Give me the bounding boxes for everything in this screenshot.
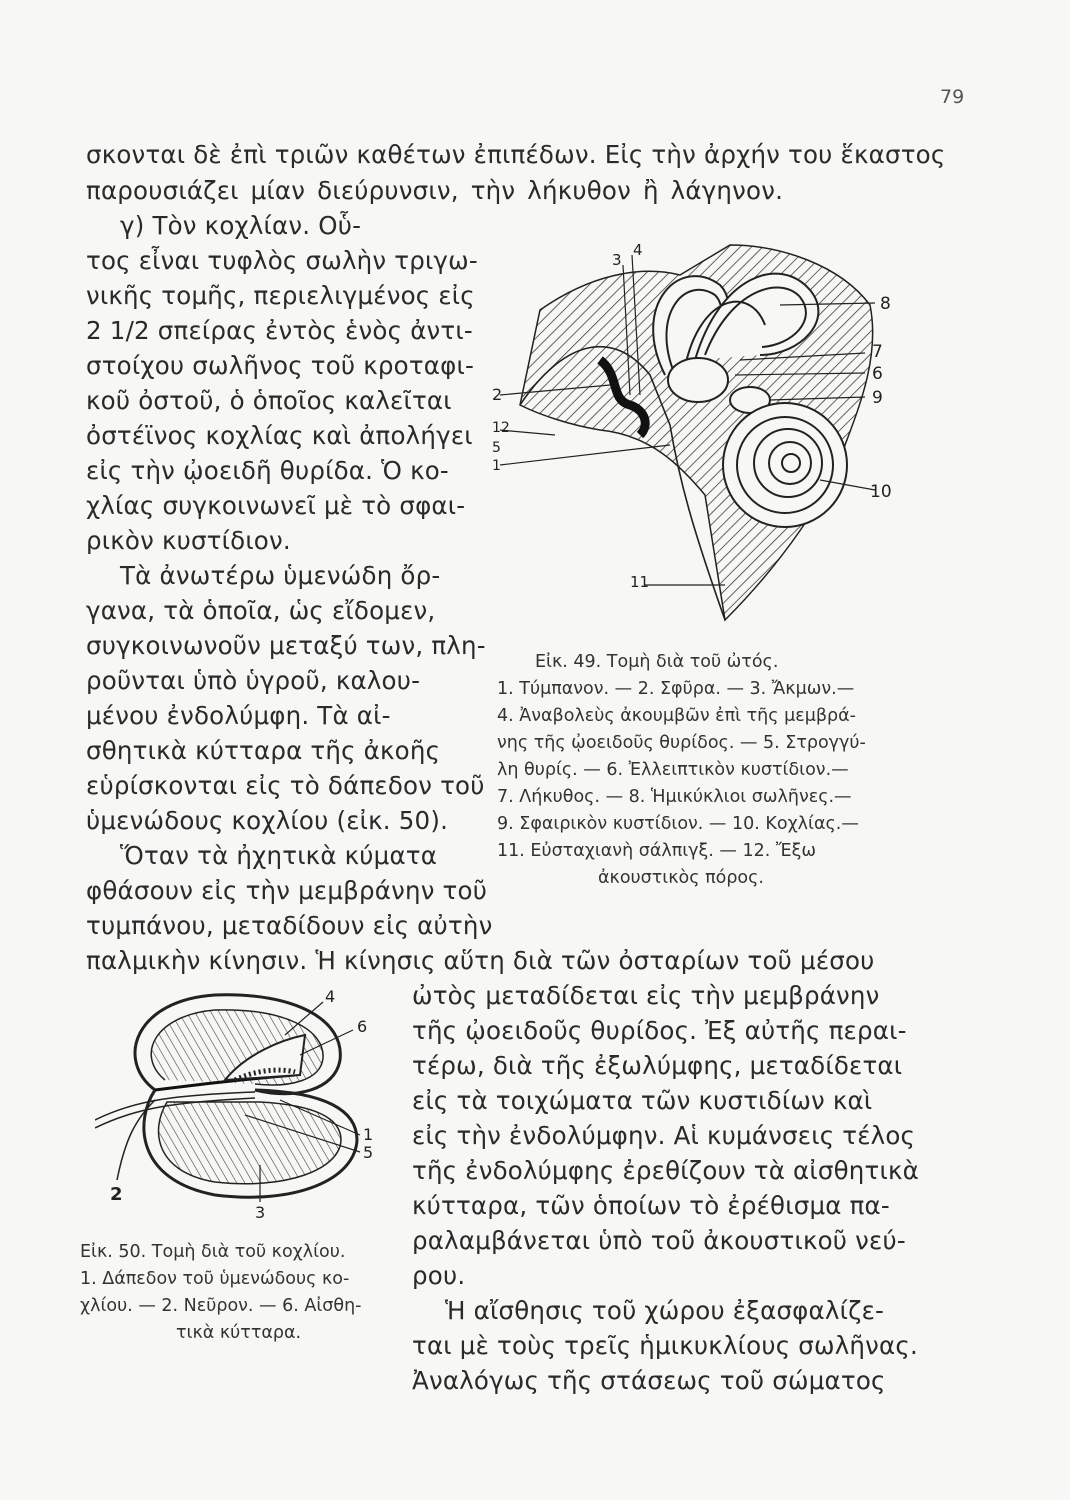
fig50-label-6: 6 [357, 1017, 368, 1036]
text-line: Ἀναλόγως τῆς στάσεως τοῦ σώματος [412, 1366, 886, 1395]
text-line: παρουσιάζει μίαν διεύρυνσιν, τὴν λήκυθον ἢ λάγηνον. [86, 176, 784, 205]
fig49-label-12: 12 [492, 420, 510, 436]
text-line: Τὰ ἀνωτέρω ὑμενώδη ὄρ- [120, 561, 441, 590]
text-line: γανα, τὰ ὁποῖα, ὡς εἴδομεν, [86, 596, 436, 625]
text-line: χλίας συγκοινωνεῖ μὲ τὸ σφαι- [86, 491, 466, 520]
text-line: γ) Τὸν κοχλίαν. Οὗ- [120, 211, 362, 240]
text-line: εἰς τὴν ᾠοειδῆ θυρίδα. Ὁ κο- [86, 456, 449, 485]
text-line: ρου. [412, 1261, 466, 1290]
text-line: 2 1/2 σπείρας ἐντὸς ἑνὸς ἀντι- [86, 316, 473, 345]
text-line: ὠτὸς μεταδίδεται εἰς τὴν μεμβράνην [412, 981, 880, 1010]
fig49-label-10: 10 [870, 482, 892, 502]
text-line: ὑμενώδους κοχλίου (εἰκ. 50). [86, 806, 449, 835]
text-line: τῆς ἐνδολύμφης ἐρεθίζουν τὰ αἰσθητικὰ [412, 1156, 919, 1185]
text-line: νικῆς τομῆς, περιελιγμένος εἰς [86, 281, 475, 310]
text-line: φθάσουν εἰς τὴν μεμβράνην τοῦ [86, 876, 488, 905]
text-line: Ἡ αἴσθησις τοῦ χώρου ἐξασφαλίζε- [445, 1296, 885, 1325]
fig49-label-8: 8 [880, 294, 891, 314]
fig50-caption-line: χλίου. — 2. Νεῦρον. — 6. Αἰσθη- [80, 1296, 362, 1316]
text-line: Ὅταν τὰ ἠχητικὰ κύματα [120, 841, 438, 870]
text-line: παλμικὴν κίνησιν. Ἡ κίνησις αὕτη διὰ τῶν ὀσταρίων τοῦ μέσου [86, 946, 875, 975]
fig49-label-5: 5 [492, 440, 501, 456]
fig49-caption-line: ἀκουστικὸς πόρος. [598, 868, 764, 888]
text-line: στοίχου σωλῆνος τοῦ κροταφι- [86, 351, 475, 380]
fig49-label-4: 4 [633, 241, 643, 259]
fig49-label-2: 2 [492, 385, 503, 404]
text-line: ροῦνται ὑπὸ ὑγροῦ, καλου- [86, 666, 421, 695]
text-line: ὀστέϊνος κοχλίας καὶ ἀπολήγει [86, 421, 473, 450]
text-line: σκονται δὲ ἐπὶ τριῶν καθέτων ἐπιπέδων. Εἰς τὴν ἀρχήν του ἕκαστος [86, 140, 946, 169]
fig50-label-5: 5 [363, 1143, 374, 1162]
fig50-caption-line: τικὰ κύτταρα. [176, 1323, 302, 1343]
text-line: κοῦ ὀστοῦ, ὁ ὁποῖος καλεῖται [86, 386, 452, 415]
fig50-caption-line: 1. Δάπεδον τοῦ ὑμενώδους κο- [80, 1269, 350, 1289]
text-line: ραλαμβάνεται ὑπὸ τοῦ ἀκουστικοῦ νεύ- [412, 1226, 906, 1255]
text-line: εὑρίσκονται εἰς τὸ δάπεδον τοῦ [86, 771, 485, 800]
text-line: ρικὸν κυστίδιον. [86, 526, 291, 555]
fig49-label-11: 11 [630, 573, 650, 591]
fig49-caption-line: 4. Ἀναβολεὺς ἀκουμβῶν ἐπὶ τῆς μεμβρά- [497, 706, 856, 726]
text-line: τυμπάνου, μεταδίδουν εἰς αὐτὴν [86, 911, 493, 940]
fig50-label-2: 2 [110, 1184, 123, 1205]
fig49-label-1: 1 [492, 458, 501, 474]
fig49-caption-line: 9. Σφαιρικὸν κυστίδιον. — 10. Κοχλίας.— [497, 814, 859, 834]
fig50-label-3: 3 [255, 1203, 266, 1222]
fig50-caption-line: Εἰκ. 50. Τομὴ διὰ τοῦ κοχλίου. [80, 1242, 346, 1262]
text-line: κύτταρα, τῶν ὁποίων τὸ ἐρέθισμα πα- [412, 1191, 890, 1220]
text-line: τῆς ᾠοειδοῦς θυρίδος. Ἐξ αὐτῆς περαι- [412, 1016, 907, 1045]
fig50-label-1: 1 [363, 1125, 374, 1144]
text-line: εἰς τὰ τοιχώματα τῶν κυστιδίων καὶ [412, 1086, 873, 1115]
fig49-caption-line: Εἰκ. 49. Τομὴ διὰ τοῦ ὠτός. [535, 652, 779, 672]
fig49-label-3: 3 [612, 251, 622, 269]
figure-50-cochlea-diagram [95, 980, 395, 1225]
page-number: 79 [940, 86, 965, 108]
fig49-caption-line: 1. Τύμπανον. — 2. Σφῦρα. — 3. Ἄκμων.— [497, 679, 855, 699]
fig49-label-6: 6 [872, 364, 883, 384]
text-line: σθητικὰ κύτταρα τῆς ἀκοῆς [86, 736, 441, 765]
text-line: συγκοινωνοῦν μεταξύ των, πλη- [86, 631, 486, 660]
fig49-caption-line: 11. Εὐσταχιανὴ σάλπιγξ. — 12. Ἔξω [497, 841, 817, 861]
fig49-caption-line: 7. Λήκυθος. — 8. Ἡμικύκλιοι σωλῆνες.— [497, 787, 852, 807]
fig50-label-4: 4 [325, 987, 336, 1006]
text-line: εἰς τὴν ἐνδολύμφην. Αἱ κυμάνσεις τέλος [412, 1121, 916, 1150]
fig49-caption-line: νης τῆς ᾠοειδοῦς θυρίδος. — 5. Στρογγύ- [497, 733, 866, 753]
figure-49-ear-diagram [480, 235, 920, 635]
text-line: ται μὲ τοὺς τρεῖς ἡμικυκλίους σωλῆνας. [412, 1331, 918, 1360]
fig49-caption-line: λη θυρίς. — 6. Ἐλλειπτικὸν κυστίδιον.— [497, 760, 849, 780]
fig49-label-9: 9 [872, 388, 883, 408]
text-line: τέρω, διὰ τῆς ἐξωλύμφης, μεταδίδεται [412, 1051, 903, 1080]
fig49-label-7: 7 [872, 342, 883, 362]
text-line: μένου ἐνδολύμφη. Τὰ αἰ- [86, 701, 391, 730]
text-line: τος εἶναι τυφλὸς σωλὴν τριγω- [86, 246, 478, 275]
